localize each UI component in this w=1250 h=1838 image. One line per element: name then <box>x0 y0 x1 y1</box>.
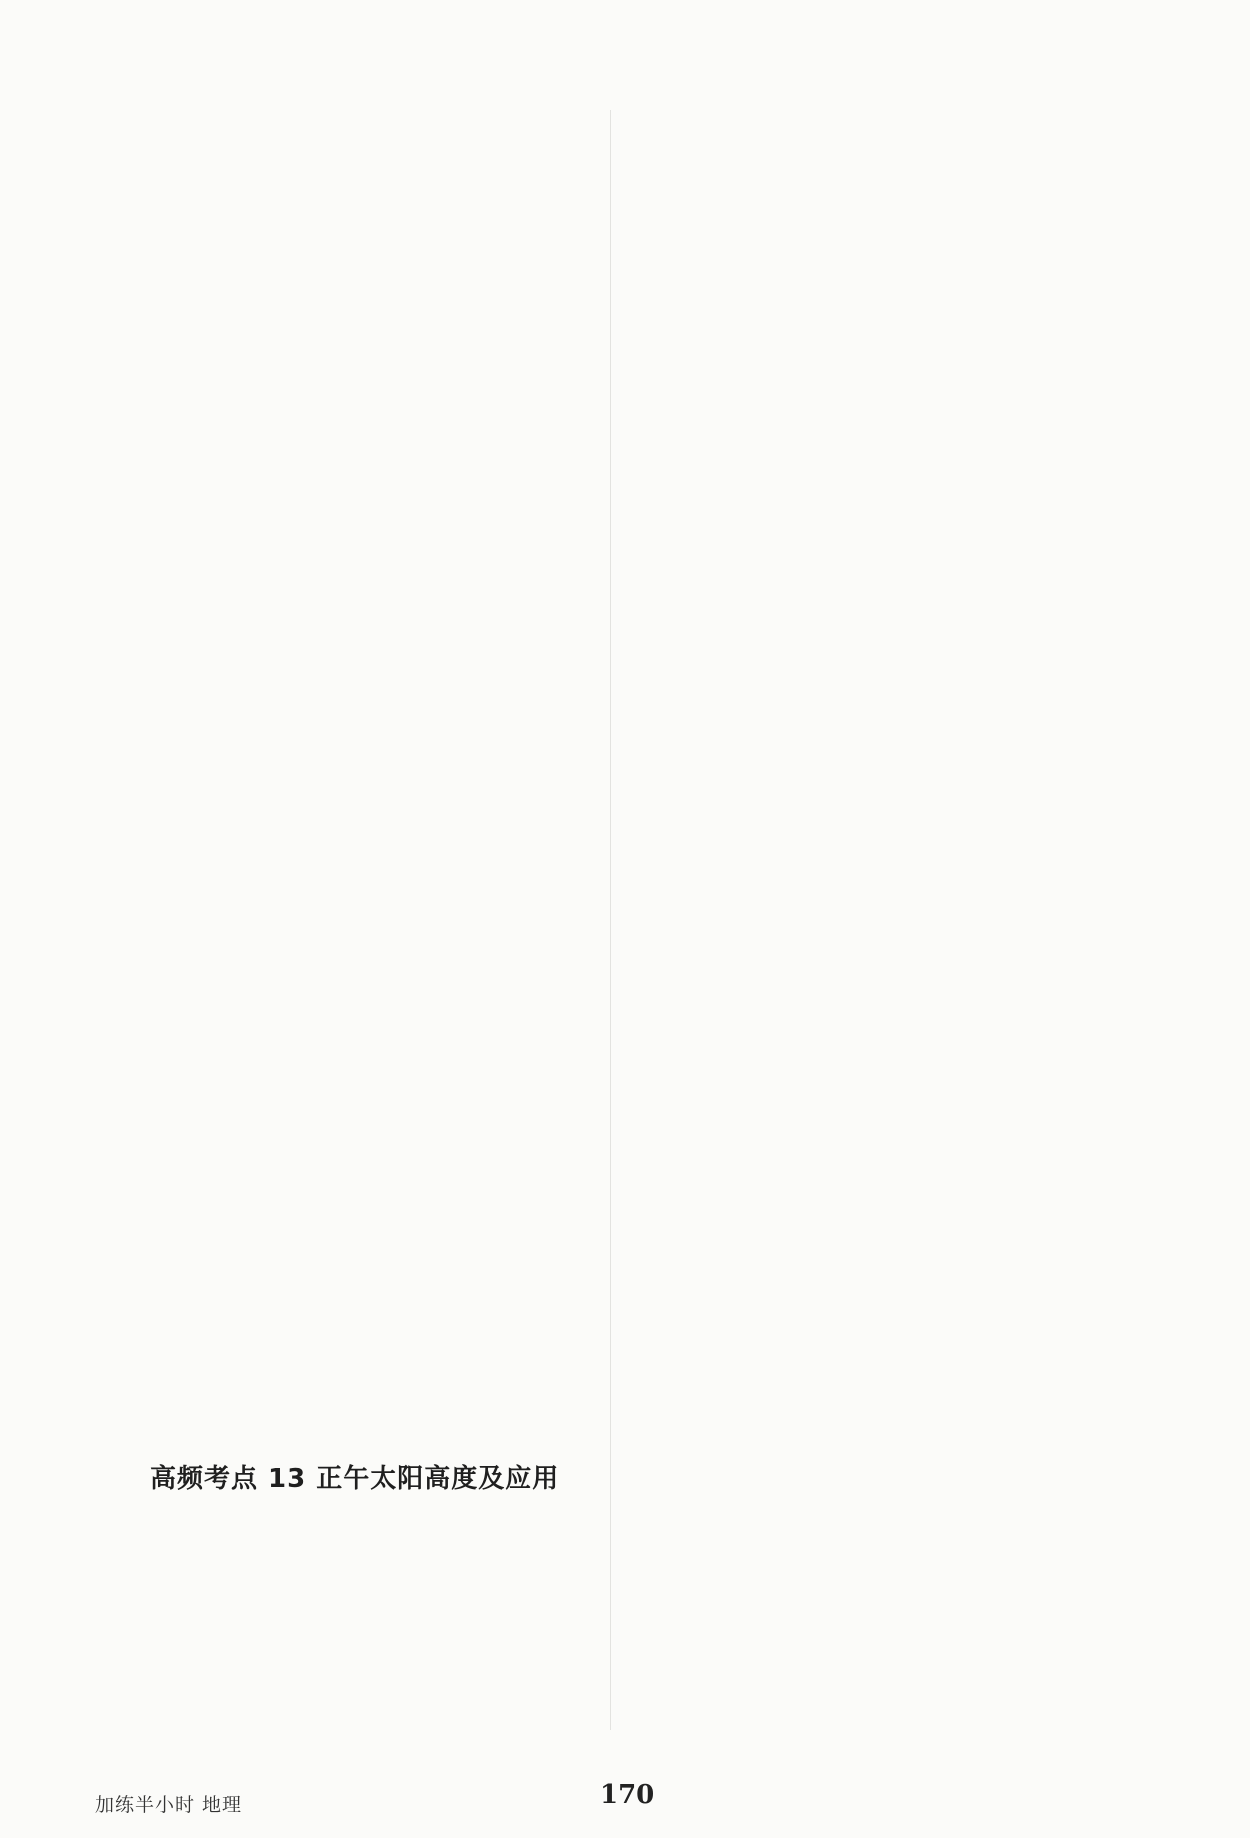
page-number: 170 <box>600 1780 655 1810</box>
column-divider <box>610 110 611 1730</box>
right-column <box>625 110 1160 1730</box>
section-heading: 高频考点 13 正午太阳高度及应用 <box>150 1464 560 1494</box>
footer-book-title: 加练半小时 地理 <box>95 1794 243 1816</box>
